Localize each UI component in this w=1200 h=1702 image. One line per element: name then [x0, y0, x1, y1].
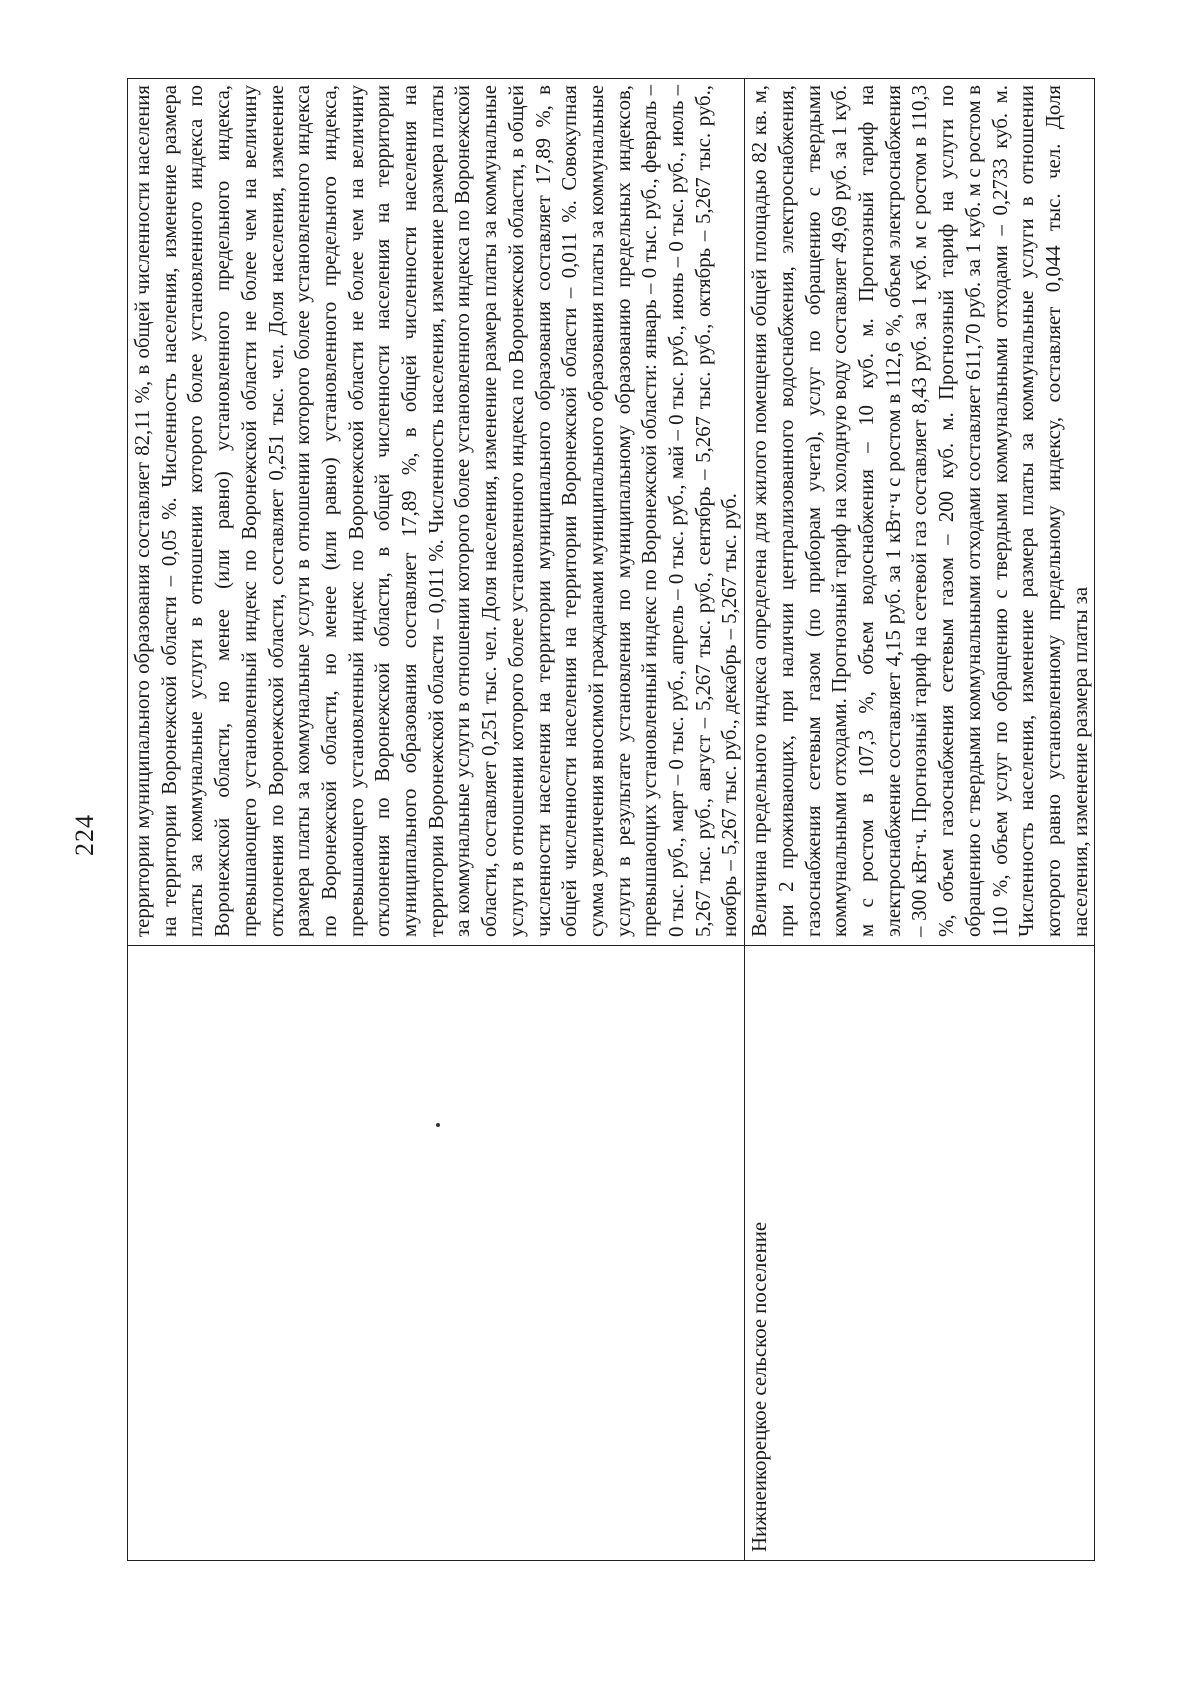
description-cell: территории муниципального образования составляет 82,11 %, в общей численности населения на территории Воронежской области – 0,05 %. Численность населения, изменение размера платы за коммунальные услуги в отношении которого более установленного индекса по Воронежской области, но менее (или равно) установленного предельного индекса, превышающего установленный индекс по Воронежской области не более чем на величину отклонения по Воронежской области, составляет 0,251 тыс. чел. Доля населения, изменение размера платы за коммунальные услуги в отношении которого более установленного индекса по Воронежской области, но менее (или равно) установленного предельного индекса, превышающего установленный индекс по Воронежской области не более чем на величину отклонения по Воронежской области, в общей численности населения на территории муниципального образования составляет 17,89 %, в общей численности населения на территории Воронежской области – 0,011 %. Численность населения, изменение размера платы за коммунальные услуги в отношении которого более установленного индекса по Воронежской области, составляет 0,251 тыс. чел. Доля населения, изменение размера платы за коммунальные услуги в отношении которого более установленного индекса по Воронежской области, в общей численности населения на территории муниципального образования составляет 17,89 %, в общей численности населения на территории Воронежской области – 0,011 %. Совокупная сумма увеличения вносимой гражданами муниципального образования платы за коммунальные услуги в результате установления по муниципальному образованию предельных индексов, превышающих установленный индекс по Воронежской области: январь – 0 тыс. руб., февраль – 0 тыс. руб., март – 0 тыс. руб., апрель – 0 тыс. руб., май – 0 тыс. руб., июнь – 0 тыс. руб., июль – 5,267 тыс. руб., август – 5,267 тыс. руб., сентябрь – 5,267 тыс. руб., октябрь – 5,267 тыс. руб., ноябрь – 5,267 тыс. руб., декабрь – 5,267 тыс. руб.	[128, 79, 745, 946]
municipality-name-cell	[128, 946, 745, 1561]
table-row	[128, 79, 745, 1561]
municipality-name-cell: Нижнеикорецкое сельское поселение	[745, 946, 1095, 1561]
scan-speck	[436, 1123, 440, 1127]
rotated-page	[60, 85, 1092, 1561]
description-cell: Величина предельного индекса определена для жилого помещения общей площадью 82 кв. м, при 2 проживающих, при наличии централизованного водоснабжения, электроснабжения, газоснабжения сетевым газом (по приборам учета), услуг по обращению с твердыми коммунальными отходами. Прогнозный тариф на холодную воду составляет 49,69 руб. за 1 куб. м с ростом в 107,3 %, объем водоснабжения – 10 куб. м. Прогнозный тариф на электроснабжение составляет 4,15 руб. за 1 кВт·ч с ростом в 112,6 %, объем электроснабжения – 300 кВт·ч. Прогнозный тариф на сетевой газ составляет 8,43 руб. за 1 куб. м с ростом в 110,3 %, объем газоснабжения сетевым газом – 200 куб. м. Прогнозный тариф на услуги по обращению с твердыми коммунальными отходами составляет 611,70 руб. за 1 куб. м с ростом в 110 %, объем услуг по обращению с твердыми коммунальными отходами – 0,2733 куб. м. Численность населения, изменение размера платы за коммунальные услуги в отношении которого равно установленному предельному индексу, составляет 0,044 тыс. чел. Доля населения, изменение размера платы за	[745, 79, 1095, 946]
page-number: 224	[70, 814, 99, 856]
table-row	[745, 79, 1095, 1561]
document-table	[127, 78, 1095, 1561]
